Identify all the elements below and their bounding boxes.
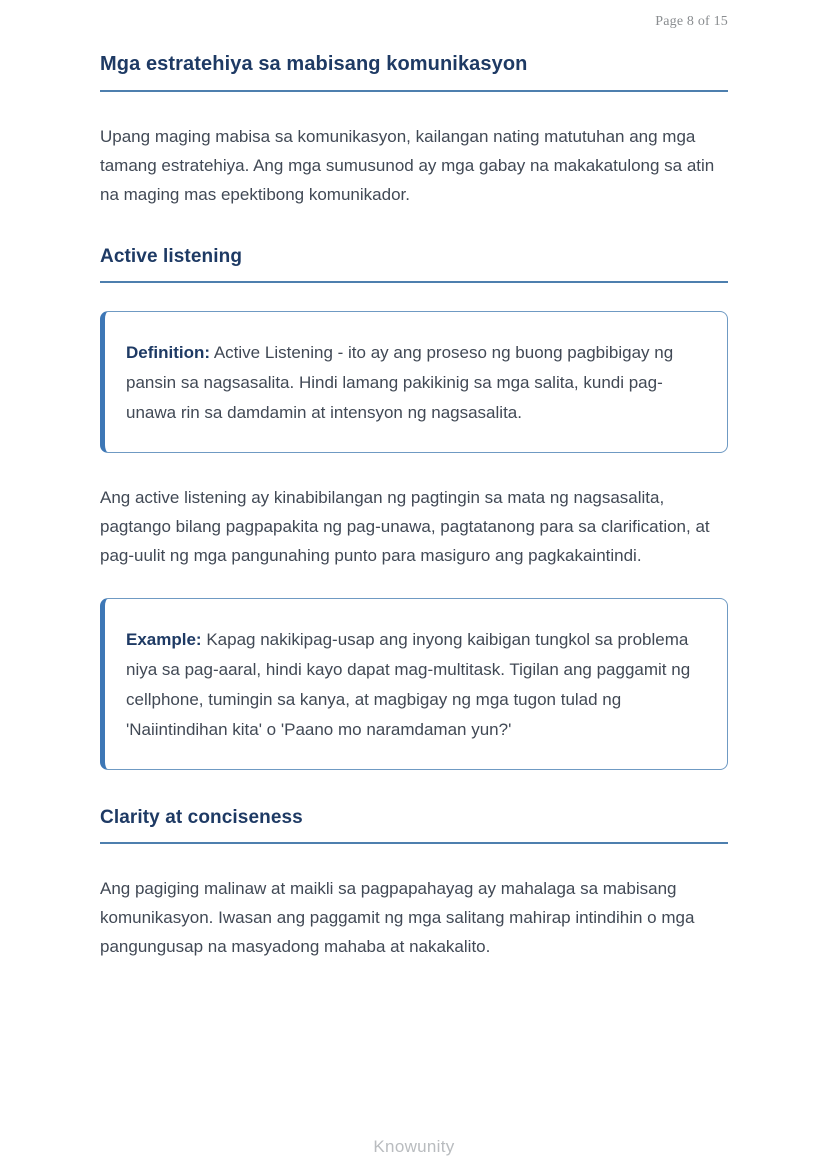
definition-label: Definition: [126, 343, 211, 362]
definition-callout-box [100, 311, 728, 453]
section-heading-clarity: Clarity at conciseness [100, 807, 728, 844]
footer-brand: Knowunity [373, 1137, 455, 1156]
section-heading-active-listening: Active listening [100, 246, 728, 283]
intro-paragraph: Upang maging mabisa sa komunikasyon, kailangan nating matutuhan ang mga tamang estratehiya. Ang mga sumusunod ay mga gabay na makakatulong sa atin na maging mas epektibong komunikador. [100, 127, 715, 204]
section-heading-strategies: Mga estratehiya sa mabisang komunikasyon [100, 53, 728, 92]
example-text: Kapag nakikipag-usap ang inyong kaibigan tungkol sa problema niya sa pag-aaral, hindi kayo dapat mag-multitask. Tigilan ang paggamit ng cellphone, tumingin sa kanya, at magbigay ng mga tugon tulad ng 'Naiintindihan kita' o 'Paano mo naramdaman yun?' [126, 630, 691, 739]
example-callout-box [100, 598, 728, 770]
definition-callout-text [126, 338, 703, 428]
page-number: Page 8 of 15 [655, 14, 728, 29]
example-label: Example: [126, 630, 202, 649]
clarity-paragraph: Ang pagiging malinaw at maikli sa pagpapahayag ay mahalaga sa mabisang komunikasyon. Iwasan ang paggamit ng mga salitang mahirap intindihin o mga pangungusap na masyadong mahaba at nakakalito. [100, 879, 695, 956]
active-listening-paragraph: Ang active listening ay kinabibilangan ng pagtingin sa mata ng nagsasalita, pagtango bilang pagpapakita ng pag-unawa, pagtatanong para sa clarification, at pag-uulit ng mga pangunahing punto para masiguro ang pagkakaintindi. [100, 488, 710, 565]
definition-text: Active Listening - ito ay ang proseso ng buong pagbibigay ng pansin sa nagsasalita. Hindi lamang pakikinig sa mga salita, kundi pag-unawa rin sa damdamin at intensyon ng nagsasalita. [126, 343, 674, 422]
example-callout-text [126, 625, 703, 745]
